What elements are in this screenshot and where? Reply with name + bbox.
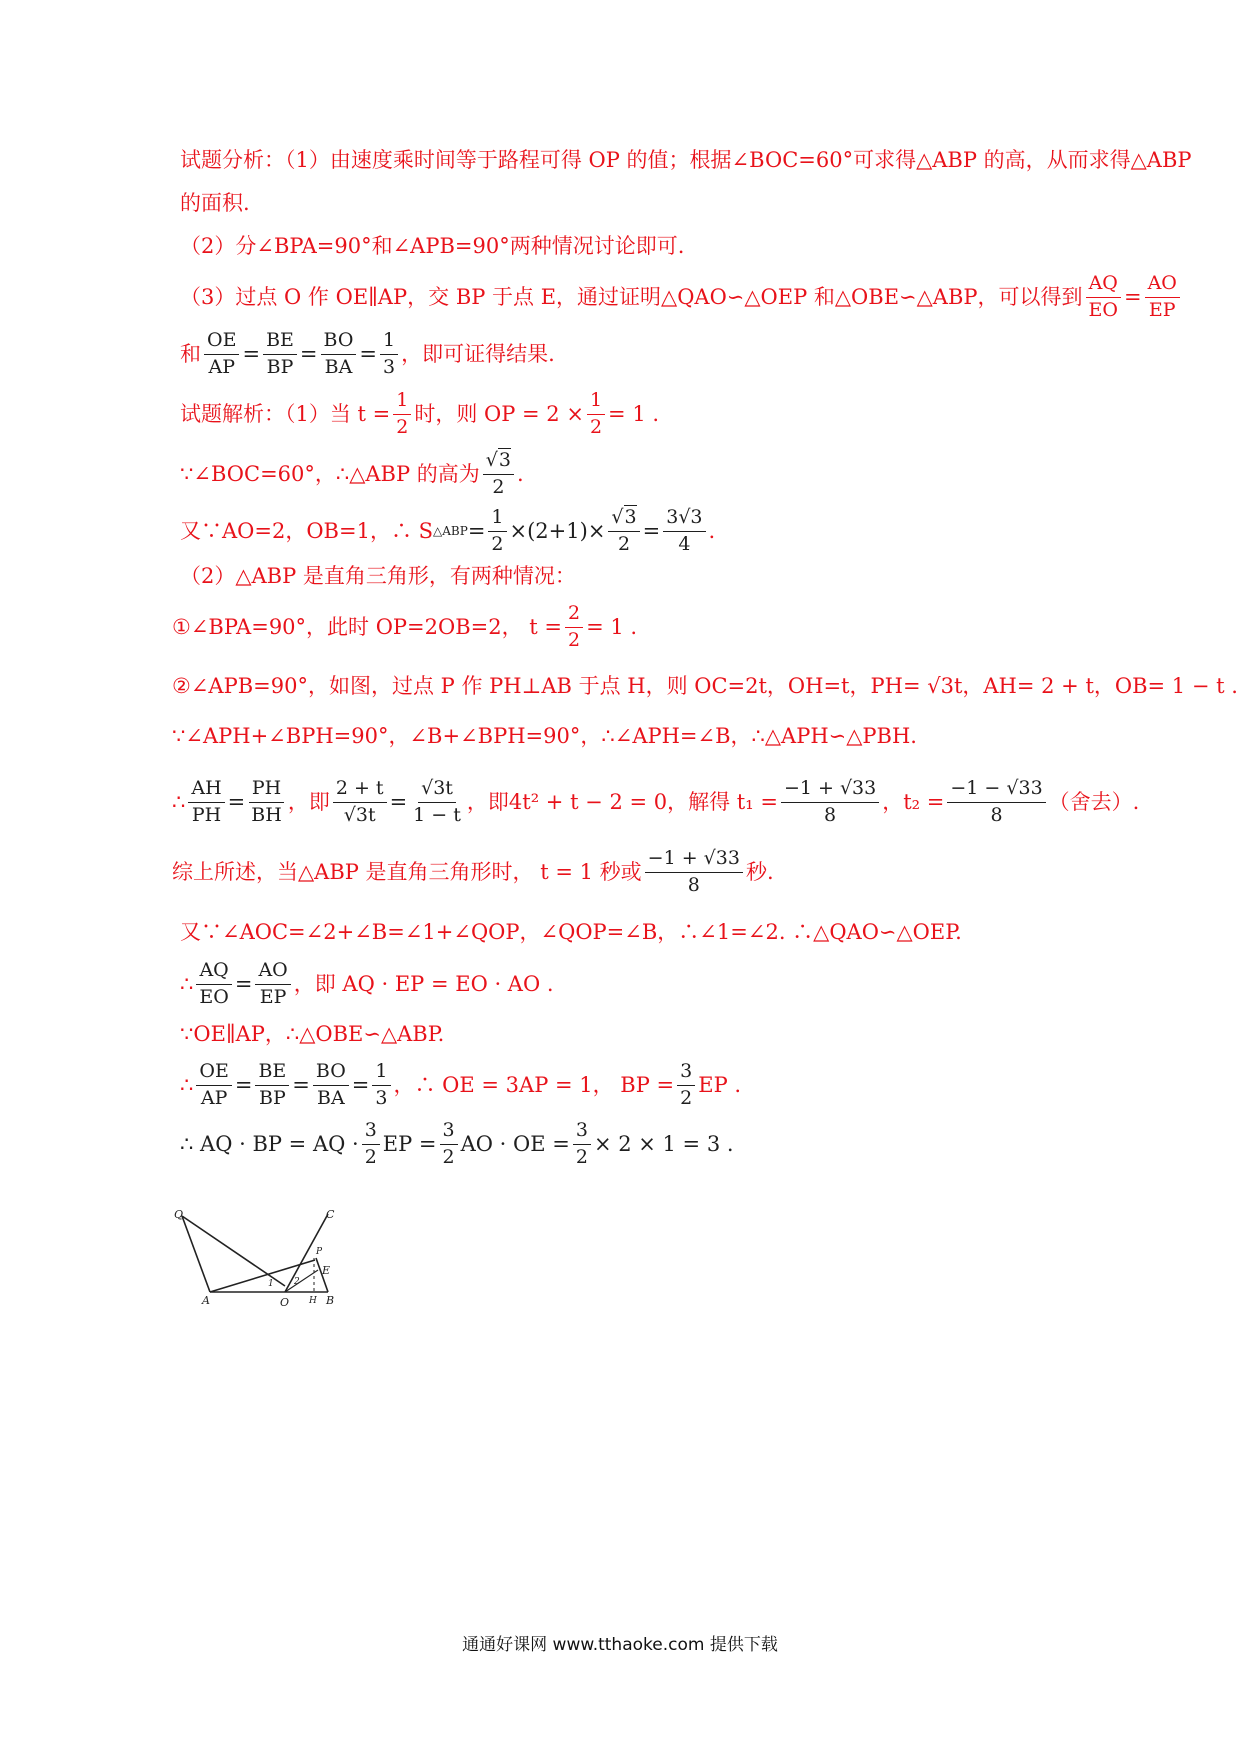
fraction: $\frac{OE}{AP}$ (196, 1061, 231, 1110)
solution-line-9: 综上所述，当△ABP 是直角三角形时， t = 1 秒或 $\frac{-1 + √33}{8}$ 秒. (172, 847, 774, 896)
solution-line-14: ∴ AQ · BP = AQ · $\frac{3}{2}$ EP = $\frac{3}{2}$ AO · OE = $\frac{3}{2}$ × 2 × 1 = 3 . (180, 1119, 734, 1168)
label-B: B (326, 1294, 335, 1307)
label-1: 1 (268, 1279, 274, 1289)
analysis-line-4: （3）过点 O 作 OE∥AP，交 BP 于点 E，通过证明△QAO∽△OEP 和△OBE∽△ABP，可以得到 $\frac{AQ}{EO}$ = $\frac{AO}{EP}$ (180, 273, 1183, 322)
fraction: $\frac{√3}{2}$ (608, 507, 639, 556)
fraction: $\frac{BO}{BA}$ (321, 330, 357, 379)
line-QA (182, 1216, 210, 1292)
geometry-figure (170, 1200, 350, 1310)
solution-line-5: ①∠BPA=90°，此时 OP=2OB=2， t = $\frac{2}{2}$ = 1 . (172, 602, 638, 651)
solution-line-3: 又∵AO=2，OB=1，∴ S △ABP = $\frac{1}{2}$ ×(2+1)× $\frac{√3}{2}$ = $\frac{3√3}{4}$ . (180, 506, 716, 555)
label-C: C (326, 1208, 335, 1221)
fraction: $\frac{√3}{2}$ (483, 450, 514, 499)
line-OE (285, 1270, 318, 1292)
fraction: $\frac{1}{3}$ (380, 330, 398, 379)
fraction: $\frac{1}{2}$ (488, 507, 506, 556)
fraction: $\frac{BO}{BA}$ (313, 1061, 349, 1110)
fraction: $\frac{-1 + √33}{8}$ (645, 848, 743, 897)
fraction: $\frac{AQ}{EO}$ (196, 960, 231, 1009)
analysis-line-1: 试题分析：（1）由速度乘时间等于路程可得 OP 的值；根据∠BOC=60°可求得△ABP 的高，从而求得△ABP (180, 148, 1192, 172)
fraction: $\frac{BE}{BP}$ (263, 330, 297, 379)
fraction: $\frac{OE}{AP}$ (204, 330, 239, 379)
label-A: A (202, 1294, 210, 1307)
fraction: $\frac{1}{3}$ (372, 1061, 390, 1110)
label-E: E (322, 1264, 331, 1277)
page-footer: 通通好课网 www.tthaoke.com 提供下载 (462, 1635, 778, 1655)
fraction: $\frac{3}{2}$ (573, 1120, 591, 1169)
fraction: $\frac{AO}{EP}$ (1145, 273, 1180, 322)
fraction: $\frac{AQ}{EO}$ (1086, 273, 1121, 322)
fraction: $\frac{3}{2}$ (677, 1061, 695, 1110)
analysis-text-4: （3）过点 O 作 OE∥AP，交 BP 于点 E，通过证明△QAO∽△OEP 和△OBE∽△ABP，可以得到 (180, 284, 1083, 309)
solution-line-12: ∵OE∥AP，∴△OBE∽△ABP. (180, 1022, 445, 1046)
fraction: $\frac{3√3}{4}$ (663, 507, 705, 556)
fraction: $\frac{2 + t}{√3t}$ (333, 778, 387, 827)
solution-line-7: ∵∠APH+∠BPH=90°，∠B+∠BPH=90°，∴∠APH=∠B，∴△APH∽△PBH. (172, 724, 917, 748)
solution-line-6: ②∠APB=90°，如图，过点 P 作 PH⊥AB 于点 H，则 OC=2t，OH=t，PH= √3t，AH= 2 + t，OB= 1 − t . (172, 674, 1238, 698)
fraction: $\frac{3}{2}$ (440, 1120, 458, 1169)
fraction: $\frac{1}{2}$ (587, 390, 605, 439)
solution-line-11: ∴ $\frac{AQ}{EO}$ = $\frac{AO}{EP}$ ，即 AQ · EP = EO · AO . (180, 959, 554, 1008)
solution-line-10: 又∵∠AOC=∠2+∠B=∠1+∠QOP，∠QOP=∠B，∴∠1=∠2. ∴△QAO∽△OEP. (180, 920, 962, 944)
analysis-line-3: （2）分∠BPA=90°和∠APB=90°两种情况讨论即可. (180, 234, 685, 258)
solution-line-1: 试题解析：（1）当 t = $\frac{1}{2}$ 时，则 OP = 2 × $\frac{1}{2}$ = 1 . (180, 389, 660, 438)
analysis-line-2: 的面积. (180, 191, 250, 215)
fraction: $\frac{2}{2}$ (565, 603, 583, 652)
analysis-line-5: 和 $\frac{OE}{AP}$ = $\frac{BE}{BP}$ = $\frac{BO}{BA}$ = $\frac{1}{3}$ ，即可证得结果. (180, 329, 555, 378)
label-P: P (316, 1247, 323, 1257)
fraction: $\frac{AO}{EP}$ (255, 960, 290, 1009)
label-2: 2 (294, 1277, 300, 1287)
label-H: H (309, 1296, 317, 1306)
solution-line-8: ∴ $\frac{AH}{PH}$ = $\frac{PH}{BH}$ ，即 $\frac{2 + t}{√3t}$ = $\frac{√3t}{1 - t}$ ，即4t² + t − 2 = 0，解得 t₁ = $\frac{-1 + √33}{8}$ ，t₂ = $\frac{-1 - √33}{8}$ （舍去）. (172, 777, 1140, 826)
fraction: $\frac{-1 + √33}{8}$ (781, 778, 879, 827)
solution-line-13: ∴ $\frac{OE}{AP}$ = $\frac{BE}{BP}$ = $\frac{BO}{BA}$ = $\frac{1}{3}$ ，∴ OE = 3AP = 1， BP = $\frac{3}{2}$ EP . (180, 1060, 742, 1109)
solution-line-2: ∵∠BOC=60°，∴△ABP 的高为 $\frac{√3}{2}$ . (180, 449, 524, 498)
label-Q: Q (174, 1208, 184, 1221)
fraction: $\frac{√3t}{1 - t}$ (413, 777, 461, 826)
fraction: $\frac{-1 - √33}{8}$ (947, 778, 1045, 827)
fraction: $\frac{PH}{BH}$ (248, 778, 285, 827)
fraction: $\frac{BE}{BP}$ (255, 1061, 289, 1110)
label-O: O (280, 1296, 290, 1309)
fraction: $\frac{AH}{PH}$ (188, 778, 224, 827)
fraction: $\frac{1}{2}$ (393, 390, 411, 439)
fraction: $\frac{3}{2}$ (362, 1120, 380, 1169)
line-QP (182, 1216, 285, 1286)
solution-line-4: （2）△ABP 是直角三角形，有两种情况： (180, 564, 576, 588)
